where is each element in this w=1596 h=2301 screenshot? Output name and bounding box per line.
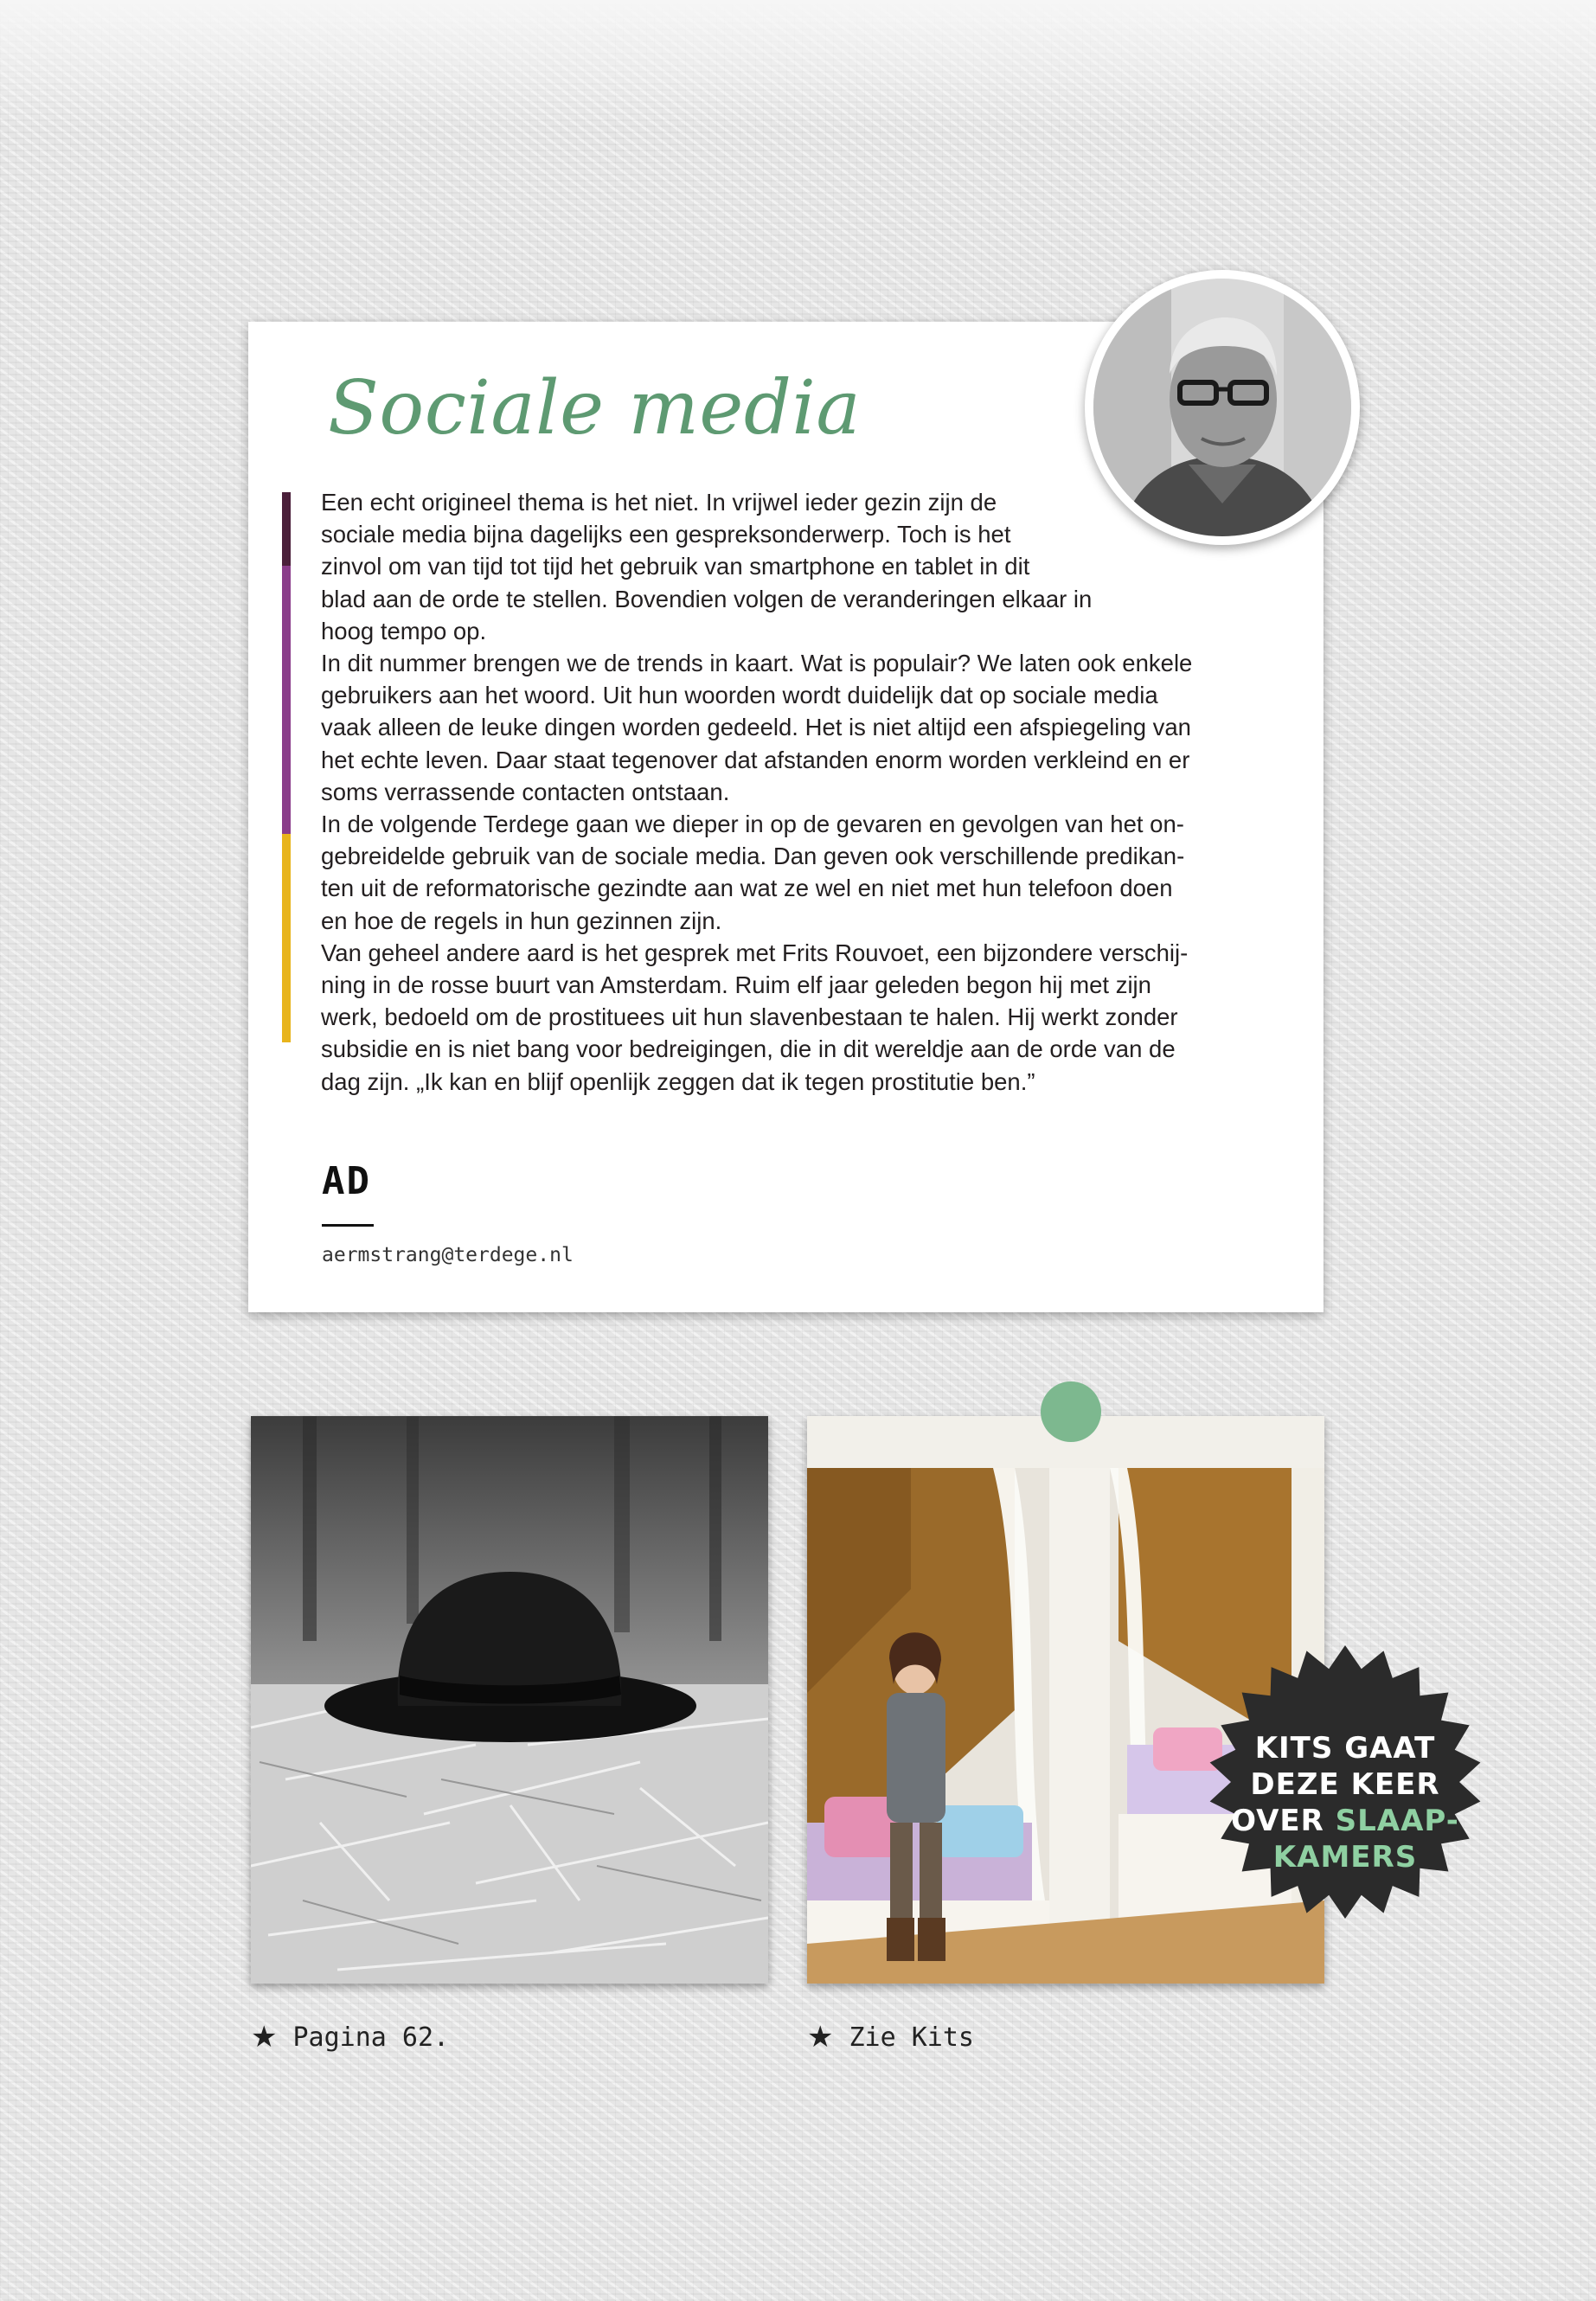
- text-line: en hoe de regels in hun gezinnen zijn.: [321, 907, 722, 934]
- paragraph: [321, 647, 1290, 808]
- text-line: ning in de rosse buurt van Amsterdam. Ruim elf jaar geleden begon hij met zijn: [321, 971, 1151, 999]
- text-line: vaak alleen de leuke dingen worden gedeeld. Het is niet altijd een afspiegeling van: [321, 714, 1191, 741]
- text-line: blad aan de orde te stellen. Bovendien volgen de veranderingen elkaar in: [321, 585, 1093, 612]
- text-line: werk, bedoeld om de prostituees uit hun slavenbestaan te halen. Hij werkt zonder: [321, 1003, 1178, 1031]
- text-line: Een echt origineel thema is het niet. In vrijwel ieder gezin zijn de: [321, 489, 997, 516]
- text-line: hoog tempo op.: [321, 617, 487, 644]
- text-line: In dit nummer brengen we de trends in kaart. Wat is populair? We laten ook enkele: [321, 650, 1193, 677]
- article-body: [321, 486, 1290, 1098]
- badge-highlight: KAMERS: [1272, 1840, 1418, 1875]
- bedroom-photo-caption: [807, 2020, 974, 2054]
- text-line: zinvol om van tijd tot tijd het gebruik van smartphone en tablet in dit: [321, 553, 1030, 580]
- text-line: In de volgende Terdege gaan we dieper in op de gevaren en gevolgen van het on-: [321, 811, 1184, 838]
- accent-bar: [282, 492, 291, 1042]
- author-photo: [1093, 279, 1351, 536]
- signature-underline: [322, 1224, 374, 1227]
- page-background: [0, 0, 1596, 130]
- article-title: Sociale media: [328, 365, 862, 452]
- caption-text: Pagina 62.: [292, 2022, 450, 2053]
- badge-highlight: SLAAP-: [1335, 1804, 1459, 1838]
- accent-bar-yellow: [282, 834, 291, 1042]
- accent-bar-plum: [282, 492, 291, 566]
- text-line: sociale media bijna dagelijks een gespreksonderwerp. Toch is het: [321, 521, 1011, 548]
- badge-line: KITS GAAT: [1254, 1731, 1436, 1766]
- text-line: ten uit de reformatorische gezindte aan wat ze wel en niet met hun telefoon doen: [321, 875, 1173, 902]
- hat-photo-caption: [251, 2020, 449, 2054]
- hat-image: [251, 1416, 768, 1984]
- text-line: het echte leven. Daar staat tegenover dat afstanden enorm worden verkleind en er: [321, 746, 1190, 773]
- text-line: subsidie en is niet bang voor bedreigingen, die in dit wereldje aan de orde van de: [321, 1035, 1176, 1063]
- star-icon: ★: [251, 2020, 278, 2054]
- badge-line-prefix: OVER: [1231, 1804, 1336, 1838]
- star-icon: ★: [807, 2020, 834, 2054]
- text-line: gebruikers aan het woord. Uit hun woorden wordt duidelijk dat op sociale media: [321, 682, 1158, 709]
- author-portrait: [1085, 270, 1360, 545]
- accent-bar-purple: [282, 566, 291, 834]
- caption-text: Zie Kits: [849, 2022, 974, 2053]
- signature-initials: AD: [322, 1159, 371, 1203]
- kits-badge: [1207, 1644, 1484, 1920]
- badge-text: [1207, 1730, 1484, 1875]
- text-line: Van geheel andere aard is het gesprek met Frits Rouvoet, een bijzondere verschij-: [321, 939, 1189, 966]
- pin-dot: [1041, 1381, 1101, 1442]
- badge-line: [1207, 1803, 1484, 1839]
- paragraph: [321, 808, 1290, 937]
- paragraph: [321, 937, 1290, 1098]
- badge-line: DEZE KEER: [1250, 1767, 1440, 1802]
- hat-photo: [251, 1416, 768, 1984]
- author-email: aermstrang@terdege.nl: [322, 1244, 574, 1266]
- text-line: dag zijn. „Ik kan en blijf openlijk zeggen dat ik tegen prostitutie ben.”: [321, 1067, 1035, 1095]
- text-line: gebreidelde gebruik van de sociale media. Dan geven ook verschillende predikan-: [321, 843, 1185, 870]
- text-line: soms verrassende contacten ontstaan.: [321, 778, 730, 805]
